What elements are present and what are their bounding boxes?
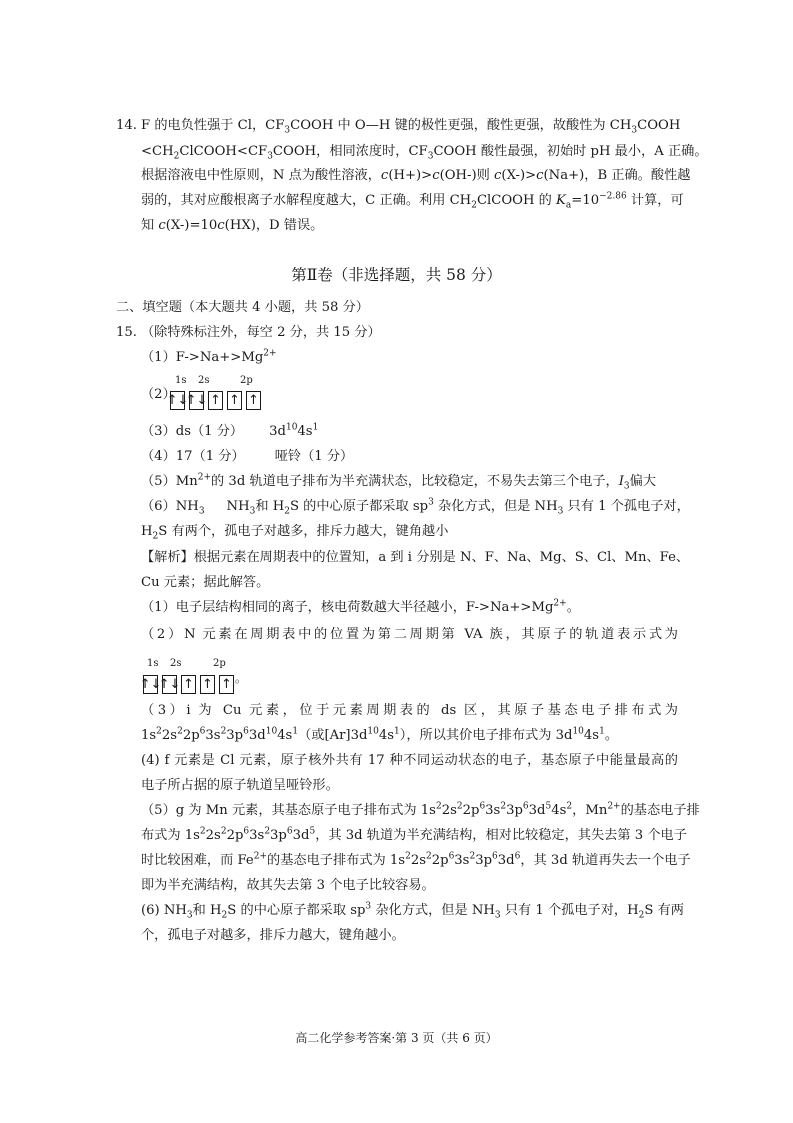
analysis-6: (6) $NH_3$和 $H_2S$ 的中心原子都采取 $sp^3$ 杂化方式，但是 $NH_3$ 只有 1 个孤电子对，$H_2S$ 有两 — [141, 901, 684, 921]
orbital-diagram-analysis — [139, 658, 263, 698]
analysis-1: （1）电子层结构相同的离子，核电荷数越大半径越小，$F->Na+>Mg^{2+}$。 — [141, 598, 580, 615]
answer-5: $(5)Mn^{2+}$的 3d 轨道电子排布为半充满状态，比较稳定，不易失去第三个电子，$I_3$偏大 — [141, 472, 657, 492]
analysis-2: （2）N 元素在周期表中的位置为第二周期第 VA 族，其原子的轨道表示式为 — [141, 627, 678, 642]
analysis-3-config: $1s^22s^22p^63s^23p^63d^{10}4s^1$（或$[Ar]3d^{10}4s^1$），所以其价电子排布式为 $3d^{10}4s^1$。 — [141, 726, 618, 743]
q15-number: 15. — [116, 325, 137, 340]
q15-scoring-note: （除特殊标注外，每空 2 分，共 15 分） — [141, 325, 381, 340]
orbital-box-2s: ↑↓ — [185, 393, 208, 408]
analysis-3: （3）i 为 Cu 元素，位于元素周期表的 ds 区，其原子基态电子排布式为 — [141, 703, 678, 718]
orbital-period: 。 — [235, 671, 248, 685]
analysis-intro: 【解析】根据元素在周期表中的位置知，a 到 i 分别是 N、F、Na、Mg、S、Cl、Mn、Fe、 — [141, 550, 690, 565]
orbital-box-2p-3: ↑ — [246, 391, 261, 410]
page-footer: 高二化学参考答案·第 3 页（共 6 页） — [295, 1031, 498, 1045]
orbital-box-1s: ↑↓ — [139, 677, 162, 692]
part2-heading: 二、填空题（本大题共 4 小题，共 58 分） — [116, 300, 369, 315]
q14-line-4: 弱的，其对应酸根离子水解程度越大，C 正确。利用 $CH_2ClCOOH$ 的 $K_a=10^{-2.86}$ 计算，可 — [141, 191, 684, 211]
orbital-box-1s: ↑↓ — [166, 393, 189, 408]
section-title: 第Ⅱ卷（非选择题，共 58 分） — [291, 266, 502, 284]
q14-line-1: F 的电负性强于 Cl，$CF_3COOH$ 中 O—H 键的极性更强，酸性更强，故酸性为 $CH_3COOH$ — [141, 118, 681, 136]
orbital-box-2p-3: ↑ — [219, 675, 234, 694]
analysis-5: （5）g 为 Mn 元素，其基态原子电子排布式为 $1s^22s^22p^63s^23p^63d^54s^2$，$Mn^{2+}$的基态电子排 — [141, 801, 700, 818]
analysis-4-cont: 电子所占据的原子轨道呈哑铃形。 — [141, 778, 339, 793]
analysis-6-cont: 个，孤电子对越多，排斥力越大，键角越小。 — [141, 928, 405, 943]
analysis-5-cont-3: 即为半充满结构，故其失去第 3 个电子比较容易。 — [141, 878, 435, 893]
orbital-label-2s: 2s — [170, 658, 182, 669]
answer-2-label: （2） — [141, 387, 176, 402]
analysis-5-cont-2: 时比较困难，而 $Fe^{2+}$的基态电子排布式为 $1s^22s^22p^63s^23p^63d^6$，其 3d 轨道再失去一个电子 — [141, 851, 691, 868]
orbital-label-2s: 2s — [198, 375, 210, 386]
orbital-label-2p: 2p — [240, 375, 253, 386]
answer-4: （4）17（1 分） 哑铃（1 分） — [141, 449, 354, 464]
analysis-intro-cont: Cu 元素；据此解答。 — [141, 575, 270, 590]
answer-1: $(1)F->Na+>Mg^{2+}$ — [141, 348, 277, 365]
orbital-box-2p-2: ↑ — [200, 675, 215, 694]
orbital-label-1s: 1s — [147, 658, 159, 669]
orbital-label-1s: 1s — [175, 375, 187, 386]
orbital-diagram-answer — [166, 375, 280, 415]
orbital-box-2p-2: ↑ — [227, 391, 242, 410]
orbital-box-2s: ↑↓ — [158, 677, 181, 692]
q14-line-5: 知 c(X-)=10c(HX)，D 错误。 — [141, 218, 324, 233]
orbital-box-2p-1: ↑ — [208, 391, 223, 410]
q14-line-2: $<CH_2ClCOOH<CF_3COOH$，相同浓度时，$CF_3COOH$ 酸性最强，初始时 pH 最小，A 正确。 — [141, 144, 708, 162]
analysis-4: (4) f 元素是 Cl 元素，原子核外共有 17 种不同运动状态的电子，基态原子中能量最高的 — [141, 753, 678, 768]
answer-3: （3）ds（1 分） $3d^{10}4s^1$ — [141, 422, 319, 439]
q14-number: 14. — [116, 118, 137, 133]
orbital-box-2p-1: ↑ — [181, 675, 196, 694]
answer-6-cont: $H_2S$ 有两个，孤电子对越多，排斥力越大，键角越小 — [141, 524, 449, 542]
q14-line-3: 根据溶液电中性原则，N 点为酸性溶液，c(H+)>c(OH-)则 c(X-)>c(Na+)，B 正确。酸性越 — [141, 168, 691, 183]
analysis-5-cont-1: 布式为 $1s^22s^22p^63s^23p^63d^5$，其 3d 轨道为半充满结构，相对比较稳定，其失去第 3 个电子 — [141, 826, 687, 843]
orbital-label-2p: 2p — [213, 658, 226, 669]
answer-6: $(6)NH_3$ $NH_3$和 $H_2S$ 的中心原子都采取 $sp^3$ 杂化方式，但是 $NH_3$ 只有 1 个孤电子对， — [141, 497, 690, 517]
